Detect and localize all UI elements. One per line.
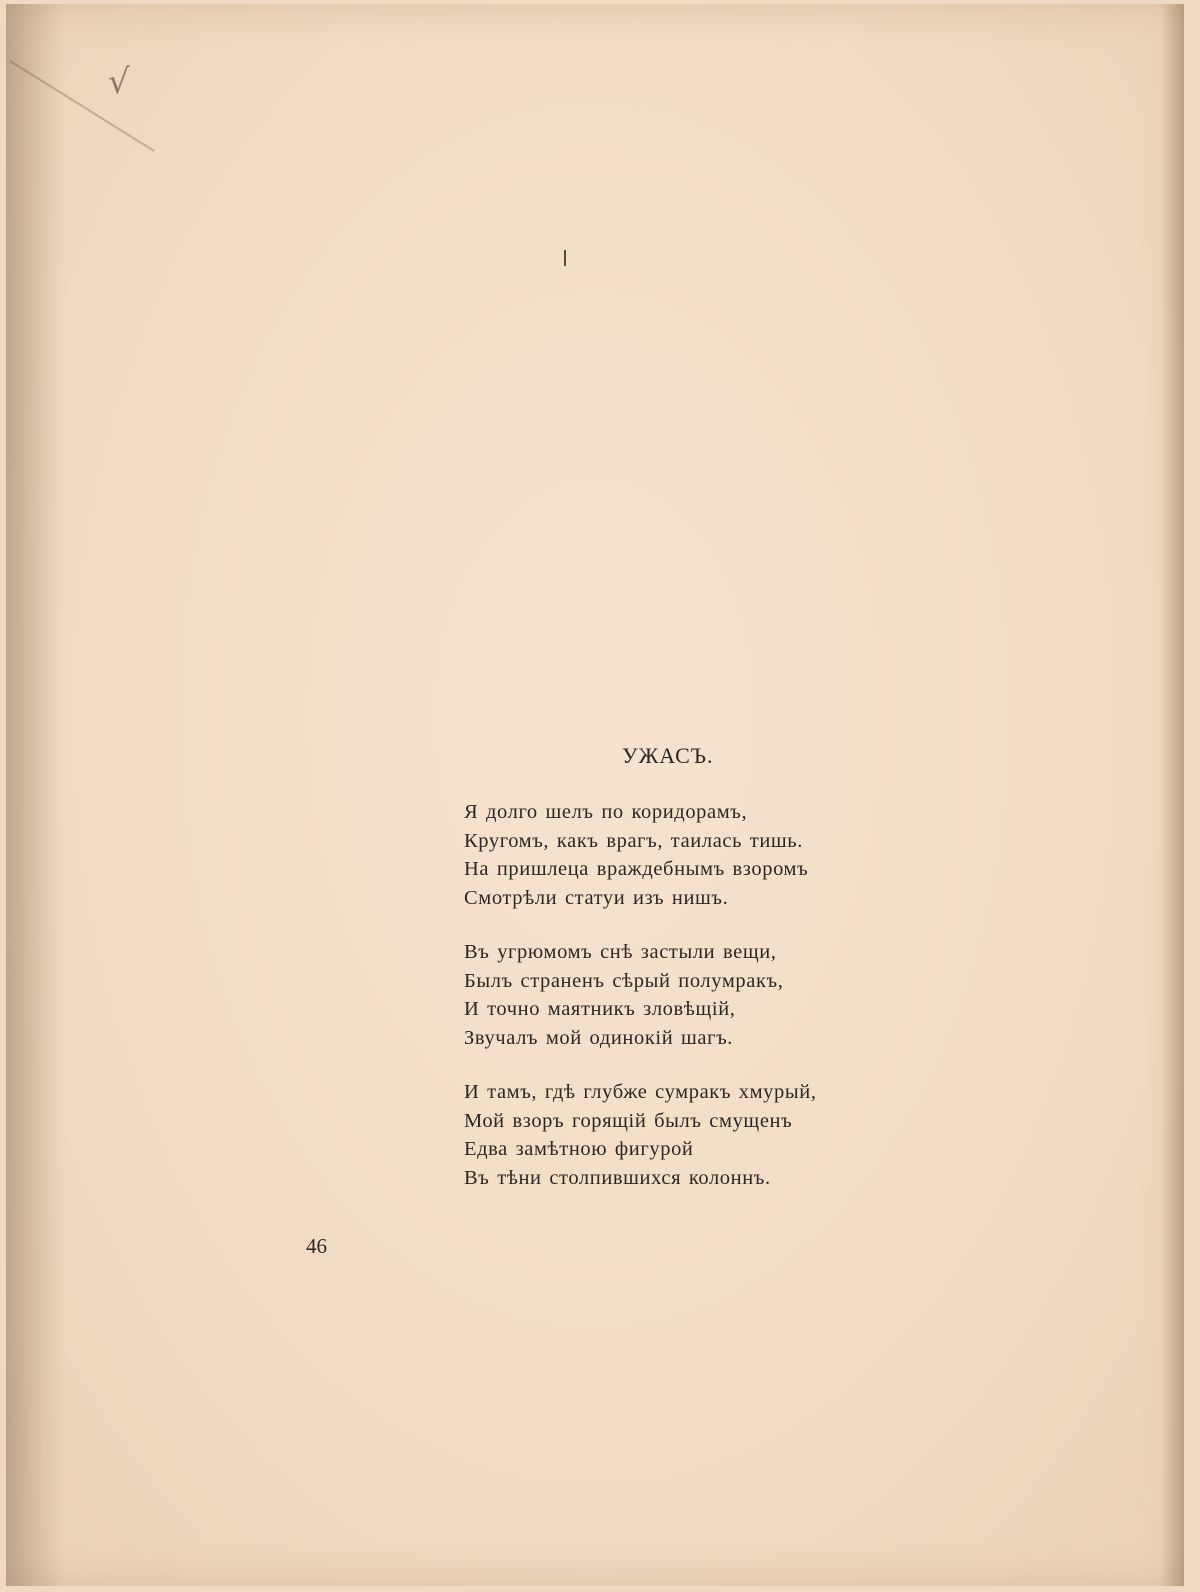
poem-line: На пришлеца враждебнымъ взоромъ <box>464 858 809 880</box>
poem-line: Едва замѣтною фигурой <box>464 1138 694 1160</box>
poem-title: УЖАСЪ. <box>622 743 714 768</box>
printer-tick-mark <box>564 250 566 266</box>
poem-line: И точно маятникъ зловѣщій, <box>464 998 736 1020</box>
poem-line: Мой взоръ горящій былъ смущенъ <box>464 1109 793 1132</box>
poem-line: Смотрѣли статуи изъ нишъ. <box>464 886 729 909</box>
paper-sheet <box>6 4 1184 1586</box>
stanza-3 <box>464 1078 817 1192</box>
poem-line: Звучалъ мой одинокій шагъ. <box>464 1026 734 1049</box>
page-number: 46 <box>306 1234 327 1258</box>
poem-line: Въ тѣни столпившихся колоннъ. <box>464 1166 771 1189</box>
poem-line: Кругомъ, какъ врагъ, таилась тишь. <box>464 829 803 852</box>
stanza-2 <box>464 938 783 1052</box>
poem-line: Былъ страненъ сѣрый полумракъ, <box>464 969 784 992</box>
poem-line: И тамъ, гдѣ глубже сумракъ хмурый, <box>464 1081 817 1103</box>
stanza-1 <box>464 798 808 912</box>
poem-line: Я долго шелъ по коридорамъ, <box>464 801 748 823</box>
poem-line: Въ угрюмомъ снѣ застыли вещи, <box>464 941 777 963</box>
pencil-check-mark: √ <box>108 62 130 102</box>
